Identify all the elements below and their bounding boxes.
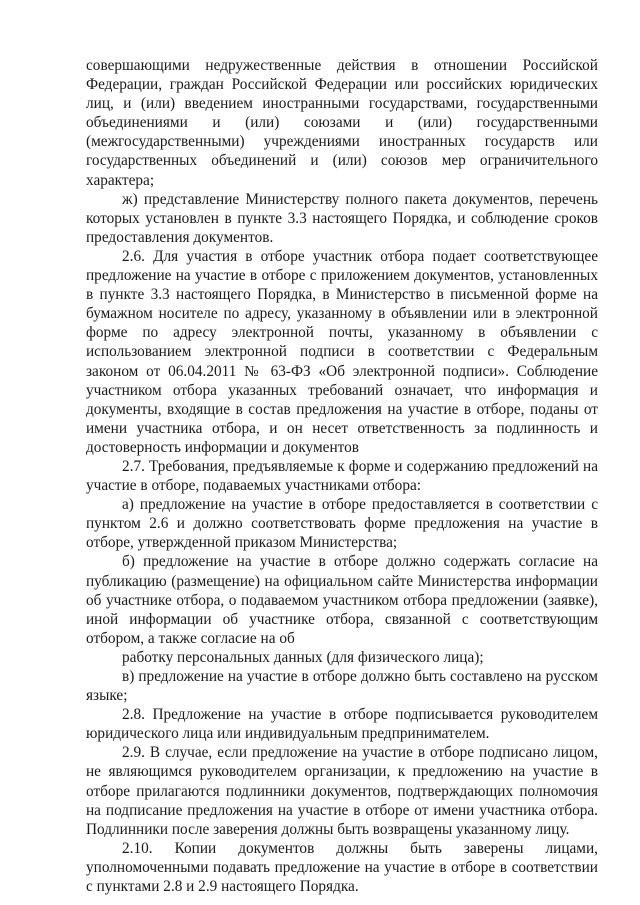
paragraph-item-b: б) предложение на участие в отборе должно содержать согласие на публикацию (размещение) на официальном сайте Министерства информации об участнике отбора, о подаваемом участником отбора предложении (заявке), иной информации об участнике отбора, связанной с соответствующим отбором, а также согласие на об (86, 553, 598, 647)
paragraph-section-2-6: 2.6. Для участия в отборе участник отбора подает соответствующее предложение на участие в отборе с приложением документов, установленных в пункте 3.3 настоящего Порядка, в Министерство в письменной форме на бумажном носителе по адресу, указанному в объявлении или в электронной форме по адресу электронной почты, указанному в объявлении с использованием электронной подписи в соответствии с Федеральным законом от 06.04.2011 № 63-ФЗ «Об электронной подписи». Соблюдение участником отбора указанных требований означает, что информация и документы, входящие в состав предложения на участие в отборе, поданы от имени участника отбора, и он несет ответственность за подлинность и достоверность информации и документов (86, 247, 598, 456)
paragraph-item-b-continuation: работку персональных данных (для физического лица); (122, 648, 484, 666)
paragraph-section-2-7: 2.7. Требования, предъявляемые к форме и содержанию предложений на участие в отборе, подаваемых участниками отбора: (86, 457, 598, 495)
document-page (86, 56, 598, 896)
paragraph-item-zh: ж) представление Министерству полного пакета документов, перечень которых установлен в пункте 3.3 настоящего Порядка, и соблюдение сроков предоставления документов. (86, 190, 598, 246)
paragraph-section-2-8: 2.8. Предложение на участие в отборе подписывается руководителем юридического лица или индивидуальным предпринимателем. (86, 706, 598, 743)
paragraph-intro-continuation: совершающими недружественные действия в отношении Российской Федерации, граждан Российской Федерации или российских юридических лиц, и (или) введением иностранными государствами, государственными объединениями и (или) союзами и (или) государственными (межгосударственными) учреждениями иностранных государств или государственных объединений и (или) союзов мер ограничительного характера; (86, 57, 598, 189)
paragraph-section-2-10: 2.10. Копии документов должны быть заверены лицами, уполномоченными подавать предложение на участие в отборе в соответствии с пунктами 2.8 и 2.9 настоящего Порядка. (86, 839, 598, 896)
paragraph-item-v: в) предложение на участие в отборе должно быть составлено на русском языке; (86, 668, 598, 705)
paragraph-item-a: а) предложение на участие в отборе предоставляется в соответствии с пунктом 2.6 и должно соответствовать форме предложения на участие в отборе, утвержденной приказом Министерства; (86, 496, 598, 552)
paragraph-section-2-9: 2.9. В случае, если предложение на участие в отборе подписано лицом, не являющимся руководителем организации, к предложению на участие в отборе прилагаются подлинники документов, подтверждающих полномочия на подписание предложения на участие в отборе от имени участника отбора. Подлинники после заверения должны быть возвращены указанному лицу. (86, 744, 598, 838)
